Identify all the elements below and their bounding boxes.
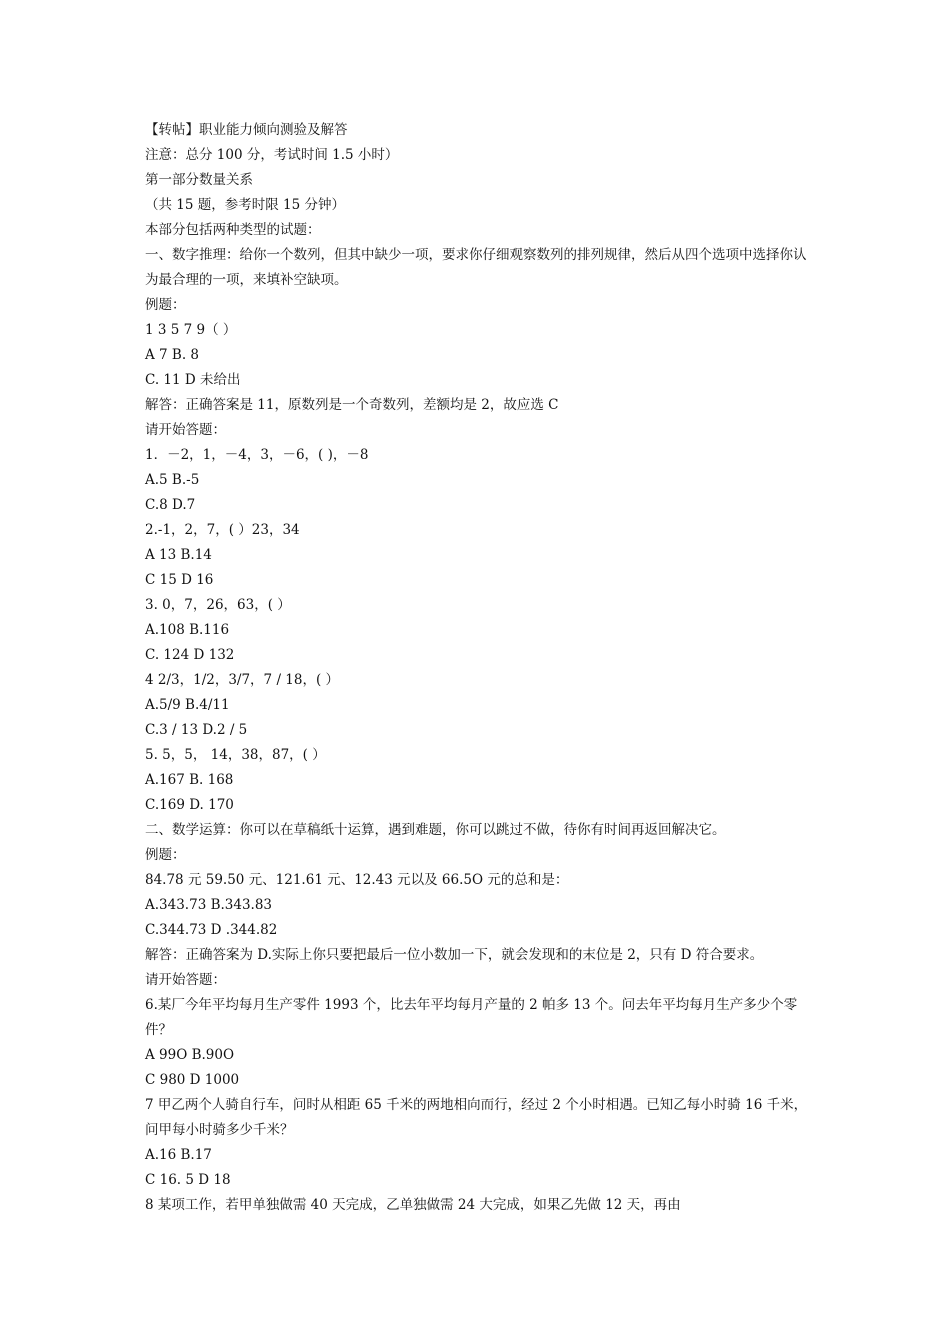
option-line: A.167 B. 168 xyxy=(145,772,234,788)
option-line: A.16 B.17 xyxy=(145,1147,212,1163)
option-line: C 980 D 1000 xyxy=(145,1072,240,1088)
exam-note: 注意：总分 100 分，考试时间 1.5 小时） xyxy=(145,147,399,163)
example-label: 例题： xyxy=(145,297,186,313)
document-title: 【转帖】职业能力倾向测验及解答 xyxy=(145,122,348,138)
option-line: A.5 B.-5 xyxy=(145,472,200,488)
option-line: C.3 / 13 D.2 / 5 xyxy=(145,722,248,738)
question-line: 3. 0，7，26，63，( ） xyxy=(145,597,291,613)
option-line: A 13 B.14 xyxy=(145,547,212,563)
instruction-paragraph: 一、数字推理：给你一个数列，但其中缺少一项，要求你仔细观察数列的排列规律，然后从四个选项中选择你认为最合理的一项，来填补空缺项。 xyxy=(145,247,807,288)
text-line: 请开始答题： xyxy=(145,972,226,988)
option-line: C 16. 5 D 18 xyxy=(145,1172,231,1188)
question-line: 84.78 元 59.50 元、121.61 元、12.43 元以及 66.5O 元的总和是： xyxy=(145,872,569,888)
option-line: A 7 B. 8 xyxy=(145,347,200,363)
option-line: C. 124 D 132 xyxy=(145,647,235,663)
instruction-line: 二、数学运算：你可以在草稿纸十运算，遇到难题，你可以跳过不做，待你有时间再返回解决它。 xyxy=(145,822,726,838)
option-line: A.343.73 B.343.83 xyxy=(145,897,273,913)
option-line: C 15 D 16 xyxy=(145,572,214,588)
option-line: C.169 D. 170 xyxy=(145,797,234,813)
option-line: C.344.73 D .344.82 xyxy=(145,922,278,938)
answer-explanation: 解答：正确答案为 D.实际上你只要把最后一位小数加一下，就会发现和的末位是 2，只有 D 符合要求。 xyxy=(145,947,764,963)
question-line: 4 2/3，1/2，3/7，7 / 18，( ） xyxy=(145,672,340,688)
option-line: A 99O B.90O xyxy=(145,1047,235,1063)
question-line: 8 某项工作，若甲单独做需 40 天完成，乙单独做需 24 大完成，如果乙先做 12 天，再由 xyxy=(145,1197,681,1213)
option-line: A.108 B.116 xyxy=(145,622,230,638)
question-paragraph: 7 甲乙两个人骑自行车，问时从相距 65 千米的两地相向而行，经过 2 个小时相遇。已知乙每小时骑 16 千米，问甲每小时骑多少千米？ xyxy=(145,1097,808,1138)
text-line: 请开始答题： xyxy=(145,422,226,438)
answer-explanation: 解答：正确答案是 11，原数列是一个奇数列，差额均是 2，故应选 C xyxy=(145,397,559,413)
question-paragraph: 6.某厂今年平均每月生产零件 1993 个，比去年平均每月产量的 2 帕多 13 个。问去年平均每月生产多少个零件？ xyxy=(145,997,798,1038)
section-heading: 第一部分数量关系 xyxy=(145,172,253,188)
example-label: 例题： xyxy=(145,847,186,863)
option-line: C. 11 D 未给出 xyxy=(145,372,241,388)
option-line: C.8 D.7 xyxy=(145,497,196,513)
document-body xyxy=(145,118,811,1218)
option-line: A.5/9 B.4/11 xyxy=(145,697,230,713)
section-info: （共 15 题，参考时限 15 分钟） xyxy=(145,197,346,213)
text-line: 本部分包括两种类型的试题： xyxy=(145,222,321,238)
question-line: 1 3 5 7 9（ ） xyxy=(145,322,237,338)
question-line: 2.-1，2，7，( ）23，34 xyxy=(145,522,300,538)
question-line: 5. 5，5， 14，38，87，( ） xyxy=(145,747,326,763)
question-line: 1．－2，1，－4，3，－6，( )，－8 xyxy=(145,447,369,463)
